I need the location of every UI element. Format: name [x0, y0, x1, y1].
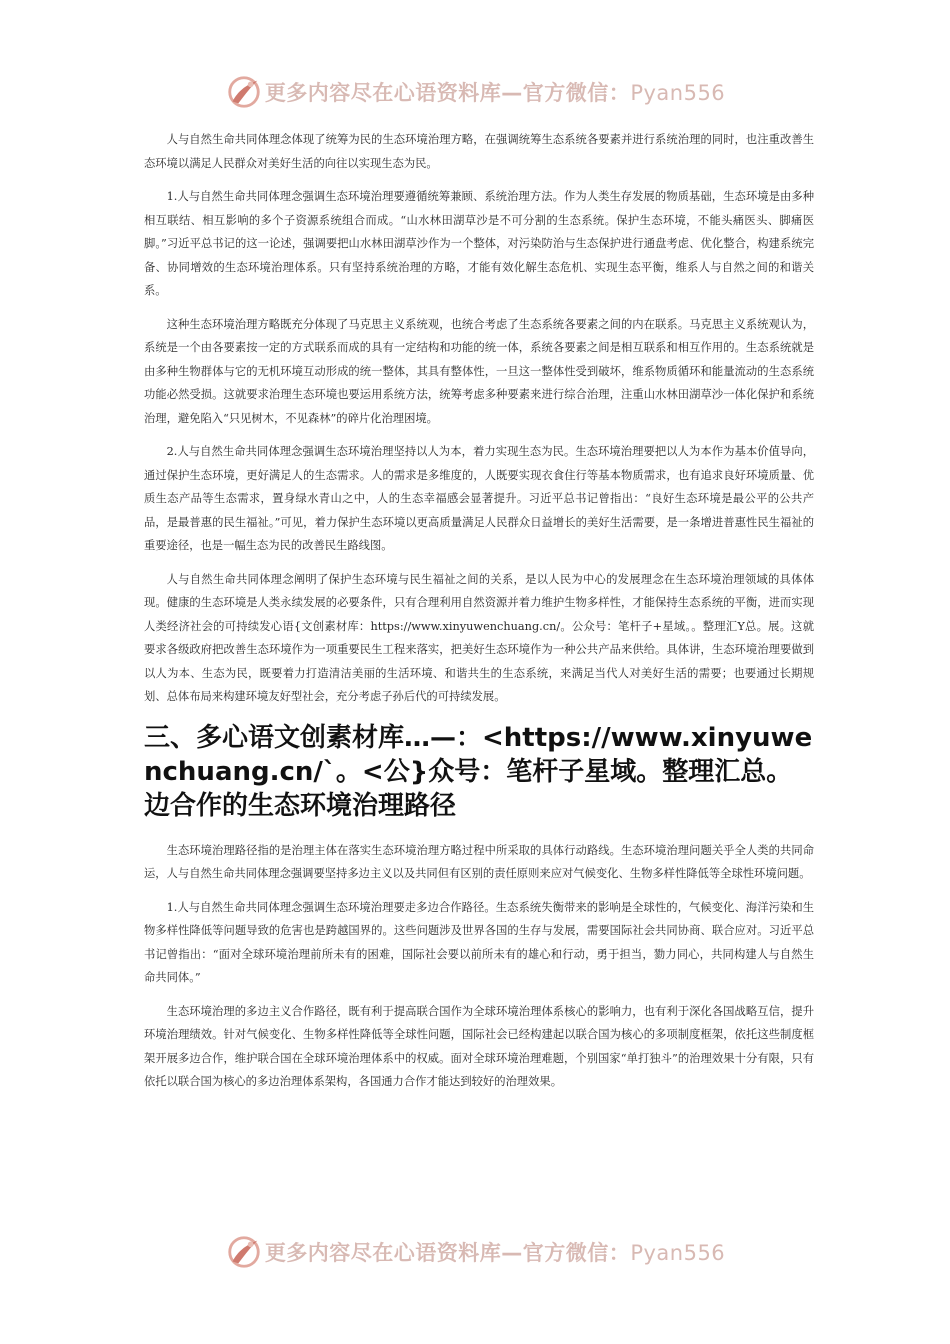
header-watermark-banner: [0, 72, 950, 112]
footer-watermark-banner: [0, 1232, 950, 1272]
watermark-text-cn: 更多内容尽在心语资料库—官方微信：: [264, 81, 631, 105]
paragraph: 1.人与自然生命共同体理念强调生态环境治理要遵循统筹兼顾、系统治理方法。作为人类生存发展的物质基础，生态环境是由多种相互联结、相互影响的多个子资源系统组合而成。“山水林田湖草沙是不可分割的生态系统。保护生态环境，不能头痛医头、脚痛医脚。”习近平总书记的这一论述，强调要把山水林田湖草沙作为一个整体，对污染防治与生态保护进行通盘考虑、优化整合，构建系统完备、协同增效的生态环境治理体系。只有坚持系统治理的方略，才能有效化解生态危机、实现生态平衡，维系人与自然之间的和谐关系。: [144, 190, 814, 297]
watermark-wechat-id: Pyan556: [630, 1241, 726, 1265]
watermark-text: [265, 1237, 725, 1267]
section-heading: 三、多心语文创素材库…—：<https://www.xinyuwenchuang.cn/`。<公}众号：笔杆子星域。整理汇总。边合作的生态环境治理路径: [144, 722, 813, 821]
brand-logo-icon: [225, 1233, 263, 1271]
paragraph: 人与自然生命共同体理念阐明了保护生态环境与民生福祉之间的关系，是以人民为中心的发展理念在生态环境治理领域的具体体现。健康的生态环境是人类永续发展的必要条件，只有合理利用自然资源并着力维护生物多样性，才能保持生态系统的平衡，进而实现人类经济社会的可持续发心语{文创素材库：https://www.xinyuwenchuang.cn/。公众号：笔杆子+星域。。整理汇Y总。展。这就要求各级政府把改善生态环境作为一项重要民生工程来落实，把美好生态环境作为一种公共产品来供给。具体讲，生态环境治理要做到以人为本、生态为民，既要着力打造清洁美丽的生活环境、和谐共生的生态系统，来满足当代人对美好生活的需要；也要通过长期规划、总体布局来构建环境友好型社会，充分考虑子孙后代的可持续发展。: [144, 572, 814, 703]
brand-logo-icon: [225, 73, 263, 111]
paragraph: 这种生态环境治理方略既充分体现了马克思主义系统观，也统合考虑了生态系统各要素之间的内在联系。马克思主义系统观认为，系统是一个由各要素按一定的方式联系而成的具有一定结构和功能的统一体，系统各要素之间是相互联系和相互作用的。生态系统就是由多种生物群体与它的无机环境互动形成的统一整体，其具有整体性，一旦这一整体性受到破坏，维系物质循环和能量流动的生态系统功能必然受损。这就要求治理生态环境也要运用系统方法，统筹考虑多种要素来进行综合治理，注重山水林田湖草沙一体化保护和系统治理，避免陷入“只见树木，不见森林”的碎片化治理困境。: [144, 317, 814, 425]
paragraph: 人与自然生命共同体理念体现了统筹为民的生态环境治理方略，在强调统筹生态系统各要素并进行系统治理的同时，也注重改善生态环境以满足人民群众对美好生活的向往以实现生态为民。: [144, 133, 814, 170]
watermark-wechat-id: Pyan556: [630, 81, 726, 105]
paragraph: 生态环境治理路径指的是治理主体在落实生态环境治理方略过程中所采取的具体行动路线。生态环境治理问题关乎全人类的共同命运，人与自然生命共同体理念强调要坚持多边主义以及共同但有区别的责任原则来应对气候变化、生物多样性降低等全球性环境问题。: [144, 843, 814, 880]
document-body: [144, 128, 814, 1094]
watermark-text: [265, 77, 725, 107]
watermark-text-cn: 更多内容尽在心语资料库—官方微信：: [264, 1241, 631, 1265]
paragraph: 生态环境治理的多边主义合作路径，既有利于提高联合国作为全球环境治理体系核心的影响力，也有利于深化各国战略互信，提升环境治理绩效。针对气候变化、生物多样性降低等全球性问题，国际社会已经构建起以联合国为核心的多项制度框架，依托这些制度框架开展多边合作，维护联合国在全球环境治理体系中的权威。面对全球环境治理难题，个别国家“单打独斗”的治理效果十分有限，只有依托以联合国为核心的多边治理体系架构，各国通力合作才能达到较好的治理效果。: [144, 1004, 814, 1088]
paragraph: 2.人与自然生命共同体理念强调生态环境治理坚持以人为本，着力实现生态为民。生态环境治理要把以人为本作为基本价值导向，通过保护生态环境，更好满足人的生态需求。人的需求是多维度的，人既要实现衣食住行等基本物质需求，也有追求良好环境质量、优质生态产品等生态需求，置身绿水青山之中，人的生态幸福感会显著提升。习近平总书记曾指出：“良好生态环境是最公平的公共产品，是最普惠的民生福祉。”可见，着力保护生态环境以更高质量满足人民群众日益增长的美好生活需要，是一条增进普惠性民生福祉的重要途径，也是一幅生态为民的改善民生路线图。: [144, 445, 814, 552]
paragraph: 1.人与自然生命共同体理念强调生态环境治理要走多边合作路径。生态系统失衡带来的影响是全球性的，气候变化、海洋污染和生物多样性降低等问题导致的危害也是跨越国界的。这些问题涉及世界各国的生存与发展，需要国际社会共同协商、联合应对。习近平总书记曾指出：“面对全球环境治理前所未有的困难，国际社会要以前所未有的雄心和行动，勇于担当，勠力同心，共同构建人与自然生命共同体。”: [144, 900, 814, 984]
